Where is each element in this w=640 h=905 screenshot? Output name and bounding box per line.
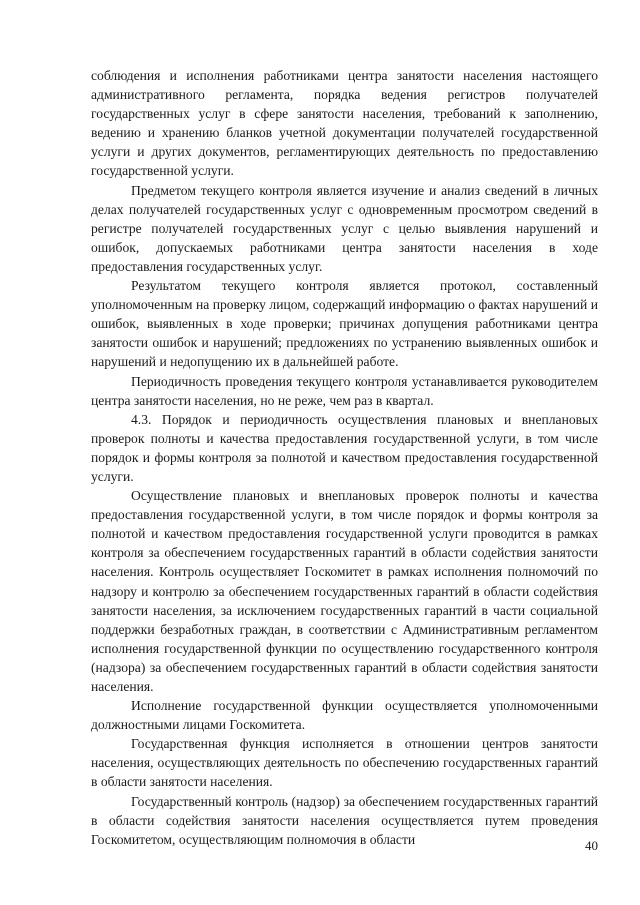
page-number: 40	[585, 838, 598, 853]
paragraph: 4.3. Порядок и периодичность осуществления плановых и внеплановых проверок полноты и качества предоставления государственной услуги, в том числе порядок и формы контроля за полнотой и качеством предоставления государственной услуги.	[91, 411, 598, 484]
paragraph: Результатом текущего контроля является протокол, составленный уполномоченным на проверку лицом, содержащий информацию о фактах нарушений и ошибок, выявленных в ходе проверки; причинах допущения работниками центра занятости ошибок и нарушений; предложениях по устранению выявленных ошибок и нарушений и недопущению их в дальнейшей работе.	[91, 278, 598, 370]
paragraph: Исполнение государственной функции осуществляется уполномоченными должностными лицами Госкомитета.	[91, 698, 598, 733]
document-body	[91, 66, 598, 849]
paragraph: Периодичность проведения текущего контроля устанавливается руководителем центра занятости населения, но не реже, чем раз в квартал.	[91, 373, 598, 408]
paragraph: Осуществление плановых и внеплановых проверок полноты и качества предоставления государственной услуги, в том числе порядок и формы контроля за полнотой и качеством предоставления государственной услуги проводится в рамках контроля за обеспечением государственных гарантий в области содействия занятости населения. Контроль осуществляет Госкомитет в рамках исполнения полномочий по надзору и контролю за обеспечением государственных гарантий в области содействия занятости населения, за исключением государственных гарантий в части социальной поддержки безработных граждан, в соответствии с Административным регламентом исполнения государственной функции по осуществлению государственного контроля (надзора) за обеспечением государственных гарантий в области содействия занятости населения.	[91, 488, 598, 694]
paragraph: соблюдения и исполнения работниками центра занятости населения настоящего административного регламента, порядка ведения регистров получателей государственных услуг в сфере занятости населения, требований к заполнению, ведению и хранению бланков учетной документации получателей государственной услуги и других документов, регламентирующих деятельность по предоставлению государственной услуги.	[91, 68, 598, 179]
paragraph: Государственный контроль (надзор) за обеспечением государственных гарантий в области содействия занятости населения осуществляется путем проведения Госкомитетом, осуществляющим полномочия в области	[91, 793, 598, 847]
paragraph: Государственная функция исполняется в отношении центров занятости населения, осуществляющих деятельность по обеспечению государственных гарантий в области занятости населения.	[91, 736, 598, 790]
paragraph: Предметом текущего контроля является изучение и анализ сведений в личных делах получателей государственных услуг с одновременным просмотром сведений в регистре получателей государственных услуг с целью выявления нарушений и ошибок, допускаемых работниками центра занятости населения в ходе предоставления государственных услуг.	[91, 182, 598, 274]
